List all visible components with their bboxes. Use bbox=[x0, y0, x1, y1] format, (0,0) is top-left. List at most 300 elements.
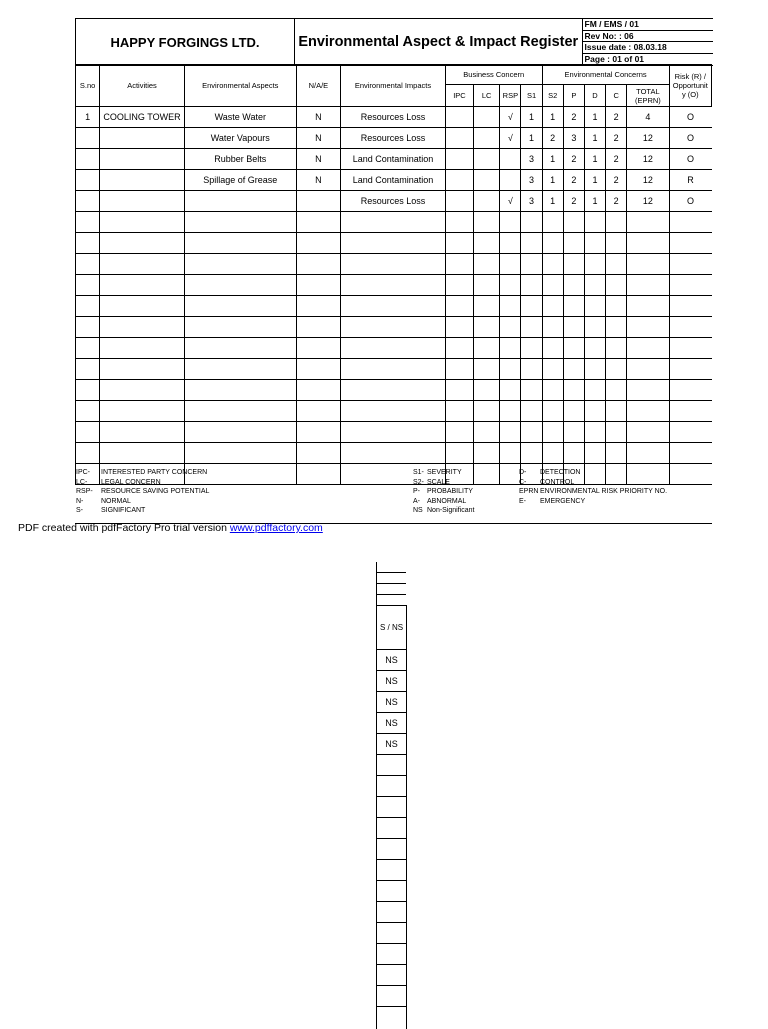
cell-significance: NS bbox=[377, 650, 407, 671]
cell-sno bbox=[76, 149, 100, 170]
cell-risk bbox=[669, 443, 711, 464]
cell-significance bbox=[377, 902, 407, 923]
cell-s1 bbox=[521, 443, 542, 464]
cell-s2 bbox=[542, 359, 563, 380]
legend-code: IPC- bbox=[76, 468, 101, 478]
cell-lc bbox=[474, 443, 500, 464]
table-row bbox=[377, 986, 407, 1007]
form-number: FM / EMS / 01 bbox=[582, 19, 713, 31]
cell-ipc bbox=[445, 107, 473, 128]
fragment-line bbox=[376, 573, 406, 584]
cell-significance bbox=[377, 881, 407, 902]
cell-risk: O bbox=[669, 128, 711, 149]
cell-p bbox=[563, 422, 584, 443]
cell-significance bbox=[377, 797, 407, 818]
cell-impact: Land Contamination bbox=[341, 170, 446, 191]
cell-risk bbox=[669, 233, 711, 254]
legend-code: A- bbox=[413, 497, 427, 507]
cell-nae bbox=[296, 338, 340, 359]
table-row bbox=[377, 713, 407, 734]
cell-risk: O bbox=[669, 107, 711, 128]
cell-lc bbox=[474, 254, 500, 275]
cell-nae: N bbox=[296, 107, 340, 128]
legend-text: SEVERITY bbox=[427, 469, 462, 476]
cell-s2 bbox=[542, 233, 563, 254]
cell-activity bbox=[100, 422, 185, 443]
cell-c: 2 bbox=[606, 191, 627, 212]
cell-lc bbox=[474, 128, 500, 149]
legend-entry bbox=[519, 468, 667, 478]
aspect-impact-register-table bbox=[75, 64, 712, 485]
significance-rows bbox=[377, 606, 407, 1029]
cell-ipc bbox=[445, 422, 473, 443]
table-row bbox=[76, 107, 712, 128]
col-s1: S1 bbox=[521, 85, 542, 107]
cell-total bbox=[627, 275, 669, 296]
cell-nae bbox=[296, 443, 340, 464]
legend-code: D- bbox=[519, 468, 540, 478]
cell-activity bbox=[100, 149, 185, 170]
risk-header-line-3: y (O) bbox=[670, 90, 711, 99]
cell-lc bbox=[474, 422, 500, 443]
cell-rsp bbox=[500, 212, 521, 233]
cell-aspect bbox=[184, 212, 296, 233]
cell-s2 bbox=[542, 317, 563, 338]
cell-activity bbox=[100, 128, 185, 149]
cell-aspect bbox=[184, 254, 296, 275]
legend-column-right bbox=[519, 468, 667, 506]
cell-nae bbox=[296, 212, 340, 233]
cell-c bbox=[606, 317, 627, 338]
cell-ipc bbox=[445, 380, 473, 401]
cell-sno bbox=[76, 443, 100, 464]
table-row bbox=[76, 275, 712, 296]
cell-lc bbox=[474, 212, 500, 233]
cell-s1 bbox=[521, 317, 542, 338]
cell-p bbox=[563, 296, 584, 317]
legend-code: E- bbox=[519, 497, 540, 507]
cell-total bbox=[627, 338, 669, 359]
cell-s2: 1 bbox=[542, 107, 563, 128]
cell-s1: 1 bbox=[521, 128, 542, 149]
cell-s1: 3 bbox=[521, 191, 542, 212]
cell-s2: 1 bbox=[542, 149, 563, 170]
cell-risk bbox=[669, 212, 711, 233]
legend-text: LEGAL CONCERN bbox=[101, 479, 161, 486]
cell-sno: 1 bbox=[76, 107, 100, 128]
table-row bbox=[76, 317, 712, 338]
cell-sno bbox=[76, 359, 100, 380]
cell-total bbox=[627, 359, 669, 380]
cell-significance bbox=[377, 923, 407, 944]
cell-nae bbox=[296, 401, 340, 422]
table-row bbox=[377, 671, 407, 692]
cell-total bbox=[627, 443, 669, 464]
cell-p bbox=[563, 317, 584, 338]
cell-activity bbox=[100, 317, 185, 338]
col-total-eprn bbox=[627, 85, 669, 107]
col-c: C bbox=[606, 85, 627, 107]
cell-impact bbox=[341, 254, 446, 275]
cell-total: 12 bbox=[627, 191, 669, 212]
cell-ipc bbox=[445, 254, 473, 275]
cell-d: 1 bbox=[584, 107, 605, 128]
cell-lc bbox=[474, 107, 500, 128]
cell-activity: COOLING TOWER bbox=[100, 107, 185, 128]
legend-code: S2- bbox=[413, 478, 427, 488]
cell-aspect bbox=[184, 191, 296, 212]
table-row bbox=[76, 254, 712, 275]
table-row bbox=[377, 881, 407, 902]
table-row bbox=[76, 149, 712, 170]
pdf-creator-note bbox=[18, 522, 323, 534]
cell-impact: Resources Loss bbox=[341, 107, 446, 128]
legend-entry bbox=[413, 497, 474, 507]
table-row bbox=[76, 212, 712, 233]
cell-s2 bbox=[542, 275, 563, 296]
legend-entry bbox=[76, 497, 209, 507]
cell-d: 1 bbox=[584, 191, 605, 212]
cell-nae bbox=[296, 275, 340, 296]
cell-ipc bbox=[445, 170, 473, 191]
cell-nae bbox=[296, 191, 340, 212]
table-row bbox=[377, 923, 407, 944]
cell-d bbox=[584, 296, 605, 317]
cell-rsp: √ bbox=[500, 107, 521, 128]
cell-sno bbox=[76, 212, 100, 233]
cell-p: 3 bbox=[563, 128, 584, 149]
cell-rsp bbox=[500, 401, 521, 422]
cell-activity bbox=[100, 359, 185, 380]
cell-impact bbox=[341, 212, 446, 233]
cell-d bbox=[584, 401, 605, 422]
register-title: Environmental Aspect & Impact Register bbox=[295, 19, 582, 66]
cell-c: 2 bbox=[606, 149, 627, 170]
cell-risk bbox=[669, 359, 711, 380]
cell-s1 bbox=[521, 338, 542, 359]
cell-total bbox=[627, 212, 669, 233]
cell-d bbox=[584, 317, 605, 338]
cell-risk bbox=[669, 401, 711, 422]
col-s2: S2 bbox=[542, 85, 563, 107]
cell-p bbox=[563, 212, 584, 233]
legend-entry bbox=[519, 487, 667, 497]
cell-sno bbox=[76, 170, 100, 191]
cell-ipc bbox=[445, 128, 473, 149]
col-significance: S / NS bbox=[377, 606, 407, 650]
cell-ipc bbox=[445, 191, 473, 212]
cell-s2 bbox=[542, 338, 563, 359]
cell-nae bbox=[296, 380, 340, 401]
table-row bbox=[76, 170, 712, 191]
cell-s2 bbox=[542, 401, 563, 422]
col-rsp: RSP bbox=[500, 85, 521, 107]
legend-column-left bbox=[76, 468, 209, 516]
cell-impact bbox=[341, 401, 446, 422]
cell-c: 2 bbox=[606, 170, 627, 191]
legend-entry bbox=[76, 468, 209, 478]
form-header bbox=[75, 18, 713, 66]
table-row bbox=[377, 692, 407, 713]
abbreviation-legend bbox=[75, 468, 712, 524]
cell-aspect bbox=[184, 380, 296, 401]
cell-risk bbox=[669, 422, 711, 443]
legend-code: S- bbox=[76, 506, 101, 516]
page-number: Page : 01 of 01 bbox=[582, 54, 713, 65]
cell-total: 12 bbox=[627, 149, 669, 170]
table-row bbox=[76, 443, 712, 464]
fragment-line bbox=[376, 562, 406, 573]
cell-impact: Resources Loss bbox=[341, 191, 446, 212]
legend-text: NORMAL bbox=[101, 498, 131, 505]
cell-total bbox=[627, 233, 669, 254]
issue-date: Issue date : 08.03.18 bbox=[582, 42, 713, 54]
cell-p bbox=[563, 275, 584, 296]
cell-activity bbox=[100, 275, 185, 296]
cell-rsp bbox=[500, 149, 521, 170]
cell-p bbox=[563, 254, 584, 275]
cell-impact: Resources Loss bbox=[341, 128, 446, 149]
cell-activity bbox=[100, 233, 185, 254]
cell-nae bbox=[296, 233, 340, 254]
cell-aspect bbox=[184, 275, 296, 296]
legend-code: RSP- bbox=[76, 487, 101, 497]
table-row bbox=[377, 1007, 407, 1029]
cell-nae: N bbox=[296, 149, 340, 170]
cell-p: 2 bbox=[563, 170, 584, 191]
cell-impact bbox=[341, 338, 446, 359]
cell-rsp bbox=[500, 254, 521, 275]
col-risk-opportunity bbox=[669, 65, 711, 107]
cell-p bbox=[563, 443, 584, 464]
cell-s1 bbox=[521, 296, 542, 317]
cell-s2 bbox=[542, 296, 563, 317]
legend-code: S1- bbox=[413, 468, 427, 478]
cell-sno bbox=[76, 128, 100, 149]
cell-significance bbox=[377, 776, 407, 797]
cell-p bbox=[563, 401, 584, 422]
legend-code: EPRN bbox=[519, 487, 540, 497]
cell-c bbox=[606, 275, 627, 296]
cell-s2 bbox=[542, 212, 563, 233]
cell-rsp bbox=[500, 380, 521, 401]
cell-sno bbox=[76, 401, 100, 422]
cell-lc bbox=[474, 401, 500, 422]
table-row bbox=[377, 944, 407, 965]
col-lc: LC bbox=[474, 85, 500, 107]
cell-rsp bbox=[500, 443, 521, 464]
cell-s1 bbox=[521, 359, 542, 380]
cell-c bbox=[606, 254, 627, 275]
legend-code: P- bbox=[413, 487, 427, 497]
cell-total: 12 bbox=[627, 170, 669, 191]
page-fragment-header-lines bbox=[376, 562, 406, 606]
cell-rsp bbox=[500, 275, 521, 296]
cell-aspect: Water Vapours bbox=[184, 128, 296, 149]
cell-d bbox=[584, 233, 605, 254]
cell-impact: Land Contamination bbox=[341, 149, 446, 170]
cell-s1 bbox=[521, 233, 542, 254]
cell-aspect: Spillage of Grease bbox=[184, 170, 296, 191]
cell-d bbox=[584, 422, 605, 443]
legend-entry bbox=[519, 478, 667, 488]
fragment-line bbox=[376, 584, 406, 595]
cell-ipc bbox=[445, 233, 473, 254]
cell-d bbox=[584, 275, 605, 296]
legend-entry bbox=[76, 487, 209, 497]
cell-impact bbox=[341, 233, 446, 254]
cell-significance bbox=[377, 986, 407, 1007]
cell-significance: NS bbox=[377, 713, 407, 734]
total-header-line-2: (EPRN) bbox=[627, 96, 668, 105]
legend-text: CONTROL bbox=[540, 479, 574, 486]
cell-activity bbox=[100, 401, 185, 422]
cell-activity bbox=[100, 296, 185, 317]
cell-nae bbox=[296, 296, 340, 317]
cell-d bbox=[584, 212, 605, 233]
cell-s1 bbox=[521, 401, 542, 422]
cell-impact bbox=[341, 422, 446, 443]
table-row bbox=[76, 233, 712, 254]
table-row bbox=[377, 755, 407, 776]
cell-d: 1 bbox=[584, 170, 605, 191]
cell-activity bbox=[100, 443, 185, 464]
cell-p bbox=[563, 338, 584, 359]
table-row bbox=[76, 401, 712, 422]
col-group-business-concern: Business Concern bbox=[445, 65, 542, 85]
cell-aspect bbox=[184, 359, 296, 380]
cell-s2: 1 bbox=[542, 191, 563, 212]
cell-nae bbox=[296, 422, 340, 443]
table-row bbox=[76, 359, 712, 380]
table-row bbox=[377, 860, 407, 881]
cell-impact bbox=[341, 317, 446, 338]
cell-p: 2 bbox=[563, 191, 584, 212]
total-header-line-1: TOTAL bbox=[627, 87, 668, 96]
legend-entry bbox=[413, 487, 474, 497]
cell-s1: 3 bbox=[521, 149, 542, 170]
table-row bbox=[377, 650, 407, 671]
col-group-environmental-concerns: Environmental Concerns bbox=[542, 65, 669, 85]
cell-nae: N bbox=[296, 128, 340, 149]
cell-s2 bbox=[542, 380, 563, 401]
cell-rsp bbox=[500, 233, 521, 254]
risk-header-line-1: Risk (R) / bbox=[670, 72, 711, 81]
cell-d bbox=[584, 338, 605, 359]
table-row bbox=[377, 776, 407, 797]
cell-nae bbox=[296, 359, 340, 380]
cell-c bbox=[606, 296, 627, 317]
cell-rsp: √ bbox=[500, 191, 521, 212]
legend-text: SCALE bbox=[427, 479, 450, 486]
cell-s1 bbox=[521, 275, 542, 296]
cell-ipc bbox=[445, 212, 473, 233]
cell-c: 2 bbox=[606, 107, 627, 128]
col-ipc: IPC bbox=[445, 85, 473, 107]
cell-lc bbox=[474, 359, 500, 380]
cell-risk bbox=[669, 380, 711, 401]
cell-sno bbox=[76, 317, 100, 338]
cell-activity bbox=[100, 170, 185, 191]
cell-lc bbox=[474, 149, 500, 170]
cell-lc bbox=[474, 275, 500, 296]
cell-s1 bbox=[521, 212, 542, 233]
cell-aspect bbox=[184, 317, 296, 338]
legend-entry bbox=[413, 506, 474, 516]
document-info-block bbox=[582, 19, 713, 66]
cell-significance bbox=[377, 755, 407, 776]
col-activities: Activities bbox=[100, 65, 185, 107]
cell-sno bbox=[76, 338, 100, 359]
cell-d bbox=[584, 443, 605, 464]
cell-risk: O bbox=[669, 149, 711, 170]
cell-ipc bbox=[445, 401, 473, 422]
table-row bbox=[377, 818, 407, 839]
cell-risk bbox=[669, 254, 711, 275]
cell-impact bbox=[341, 275, 446, 296]
cell-significance bbox=[377, 1007, 407, 1029]
col-aspects: Environmental Aspects bbox=[184, 65, 296, 107]
table-row bbox=[76, 296, 712, 317]
cell-significance bbox=[377, 944, 407, 965]
cell-ipc bbox=[445, 275, 473, 296]
cell-sno bbox=[76, 275, 100, 296]
cell-nae bbox=[296, 254, 340, 275]
cell-nae: N bbox=[296, 170, 340, 191]
cell-activity bbox=[100, 254, 185, 275]
cell-rsp bbox=[500, 338, 521, 359]
cell-total bbox=[627, 380, 669, 401]
cell-impact bbox=[341, 359, 446, 380]
cell-sno bbox=[76, 422, 100, 443]
cell-rsp bbox=[500, 317, 521, 338]
legend-entry bbox=[76, 506, 209, 516]
cell-risk: O bbox=[669, 191, 711, 212]
legend-text: PROBABILITY bbox=[427, 488, 473, 495]
table-row bbox=[377, 734, 407, 755]
cell-nae bbox=[296, 317, 340, 338]
cell-risk bbox=[669, 338, 711, 359]
table-row bbox=[377, 965, 407, 986]
cell-impact bbox=[341, 296, 446, 317]
cell-significance bbox=[377, 818, 407, 839]
cell-ipc bbox=[445, 317, 473, 338]
register-rows bbox=[76, 107, 712, 485]
cell-risk bbox=[669, 317, 711, 338]
legend-entry bbox=[413, 468, 474, 478]
cell-risk bbox=[669, 275, 711, 296]
cell-risk bbox=[669, 296, 711, 317]
cell-lc bbox=[474, 380, 500, 401]
cell-total bbox=[627, 317, 669, 338]
legend-text: Non-Significant bbox=[427, 507, 474, 514]
cell-c bbox=[606, 401, 627, 422]
cell-c: 2 bbox=[606, 128, 627, 149]
cell-p: 2 bbox=[563, 149, 584, 170]
cell-s2: 1 bbox=[542, 170, 563, 191]
cell-d: 1 bbox=[584, 149, 605, 170]
cell-c bbox=[606, 443, 627, 464]
table-row bbox=[377, 902, 407, 923]
pdf-note-text: PDF created with pdfFactory Pro trial version bbox=[18, 522, 230, 534]
cell-rsp bbox=[500, 359, 521, 380]
cell-total: 4 bbox=[627, 107, 669, 128]
table-row bbox=[377, 839, 407, 860]
cell-s1 bbox=[521, 254, 542, 275]
cell-s1: 3 bbox=[521, 170, 542, 191]
cell-s1: 1 bbox=[521, 107, 542, 128]
pdffactory-link[interactable]: www.pdffactory.com bbox=[230, 522, 323, 534]
